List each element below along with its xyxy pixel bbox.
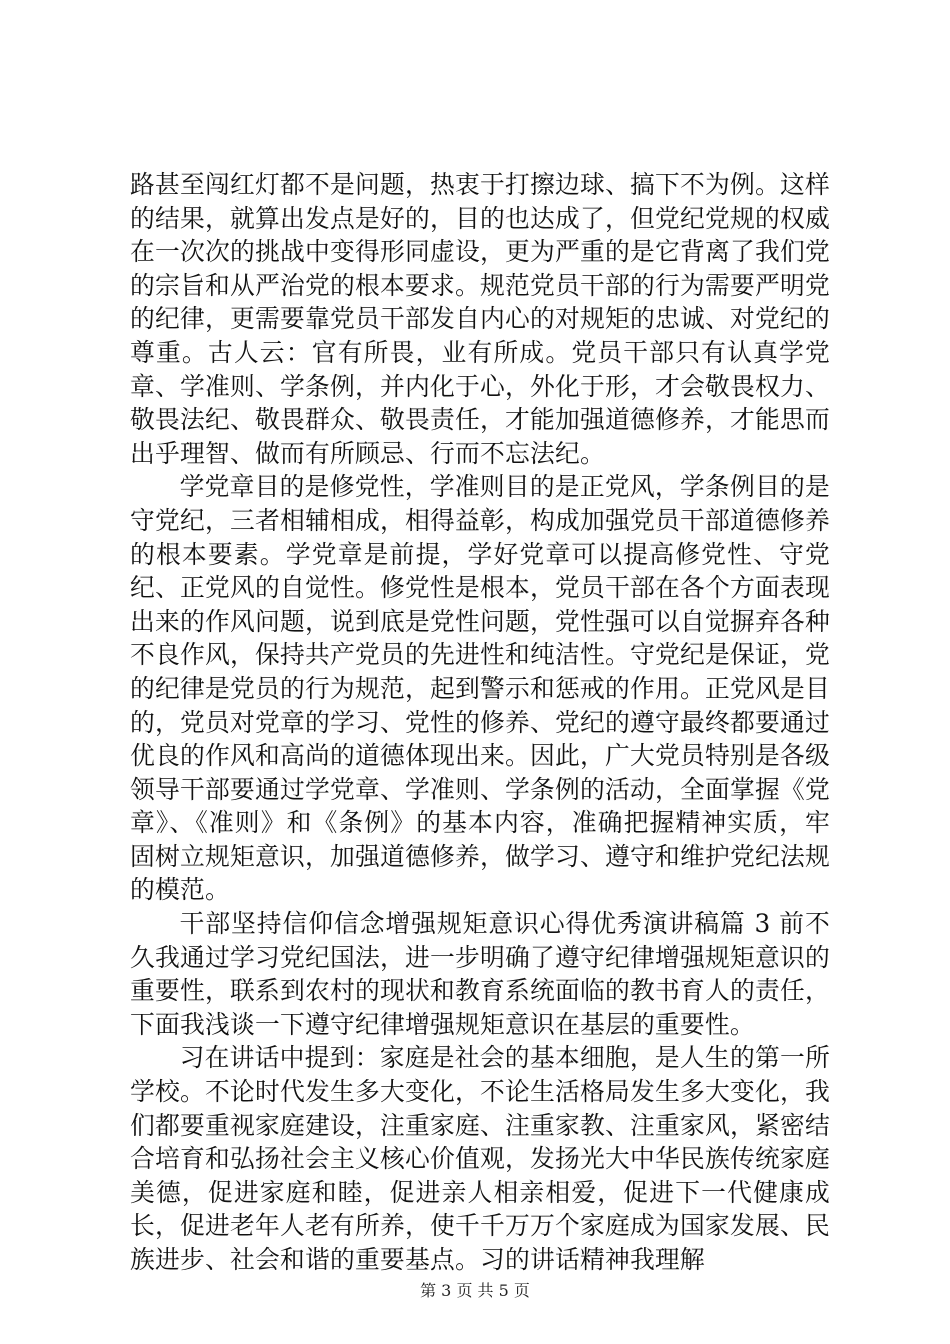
paragraph-2: 学党章目的是修党性，学准则目的是正党风，学条例目的是守党纪，三者相辅相成，相得益彰，构成加强党员干部道德修养的根本要素。学党章是前提，学好党章可以提高修党性、守党纪、正党风的自觉性。修党性是根本，党员干部在各个方面表现出来的作风问题，说到底是党性问题，党性强可以自觉摒弃各种不良作风，保持共产党员的先进性和纯洁性。守党纪是保证，党的纪律是党员的行为规范，起到警示和惩戒的作用。正党风是目的，党员对党章的学习、党性的修养、党纪的遵守最终都要通过优良的作风和高尚的道德体现出来。因此，广大党员特别是各级领导干部要通过学党章、学准则、学条例的活动，全面掌握《党章》、《准则》和《条例》的基本内容，准确把握精神实质，牢固树立规矩意识，加强道德修养，做学习、遵守和维护党纪法规的模范。 [130, 472, 830, 905]
page-number-footer: 第 3 页 共 5 页 [420, 1281, 530, 1300]
paragraph-4: 习在讲话中提到：家庭是社会的基本细胞，是人生的第一所学校。不论时代发生多大变化，不论生活格局发生多大变化，我们都要重视家庭建设，注重家庭、注重家教、注重家风，紧密结合培育和弘扬社会主义核心价值观，发扬光大中华民族传统家庭美德，促进家庭和睦，促进亲人相亲相爱，促进下一代健康成长，促进老年人老有所养，使千千万万个家庭成为国家发展、民族进步、社会和谐的重要基点。习的讲话精神我理解 [130, 1043, 830, 1274]
paragraph-1: 路甚至闯红灯都不是问题，热衷于打擦边球、搞下不为例。这样的结果，就算出发点是好的，目的也达成了，但党纪党规的权威在一次次的挑战中变得形同虚设，更为严重的是它背离了我们党的宗旨和从严治党的根本要求。规范党员干部的行为需要严明党的纪律，更需要靠党员干部发自内心的对规矩的忠诚、对党纪的尊重。古人云：官有所畏，业有所成。党员干部只有认真学党章、学准则、学条例，并内化于心，外化于形，才会敬畏权力、敬畏法纪、敬畏群众、敬畏责任，才能加强道德修养，才能思而出乎理智、做而有所顾忌、行而不忘法纪。 [130, 170, 830, 468]
document-body [130, 168, 830, 1277]
paragraph-3: 干部坚持信仰信念增强规矩意识心得优秀演讲稿篇 3 前不久我通过学习党纪国法，进一步明确了遵守纪律增强规矩意识的重要性，联系到农村的现状和教育系统面临的教书育人的责任，下面我浅谈一下遵守纪律增强规矩意识在基层的重要性。 [130, 909, 830, 1039]
